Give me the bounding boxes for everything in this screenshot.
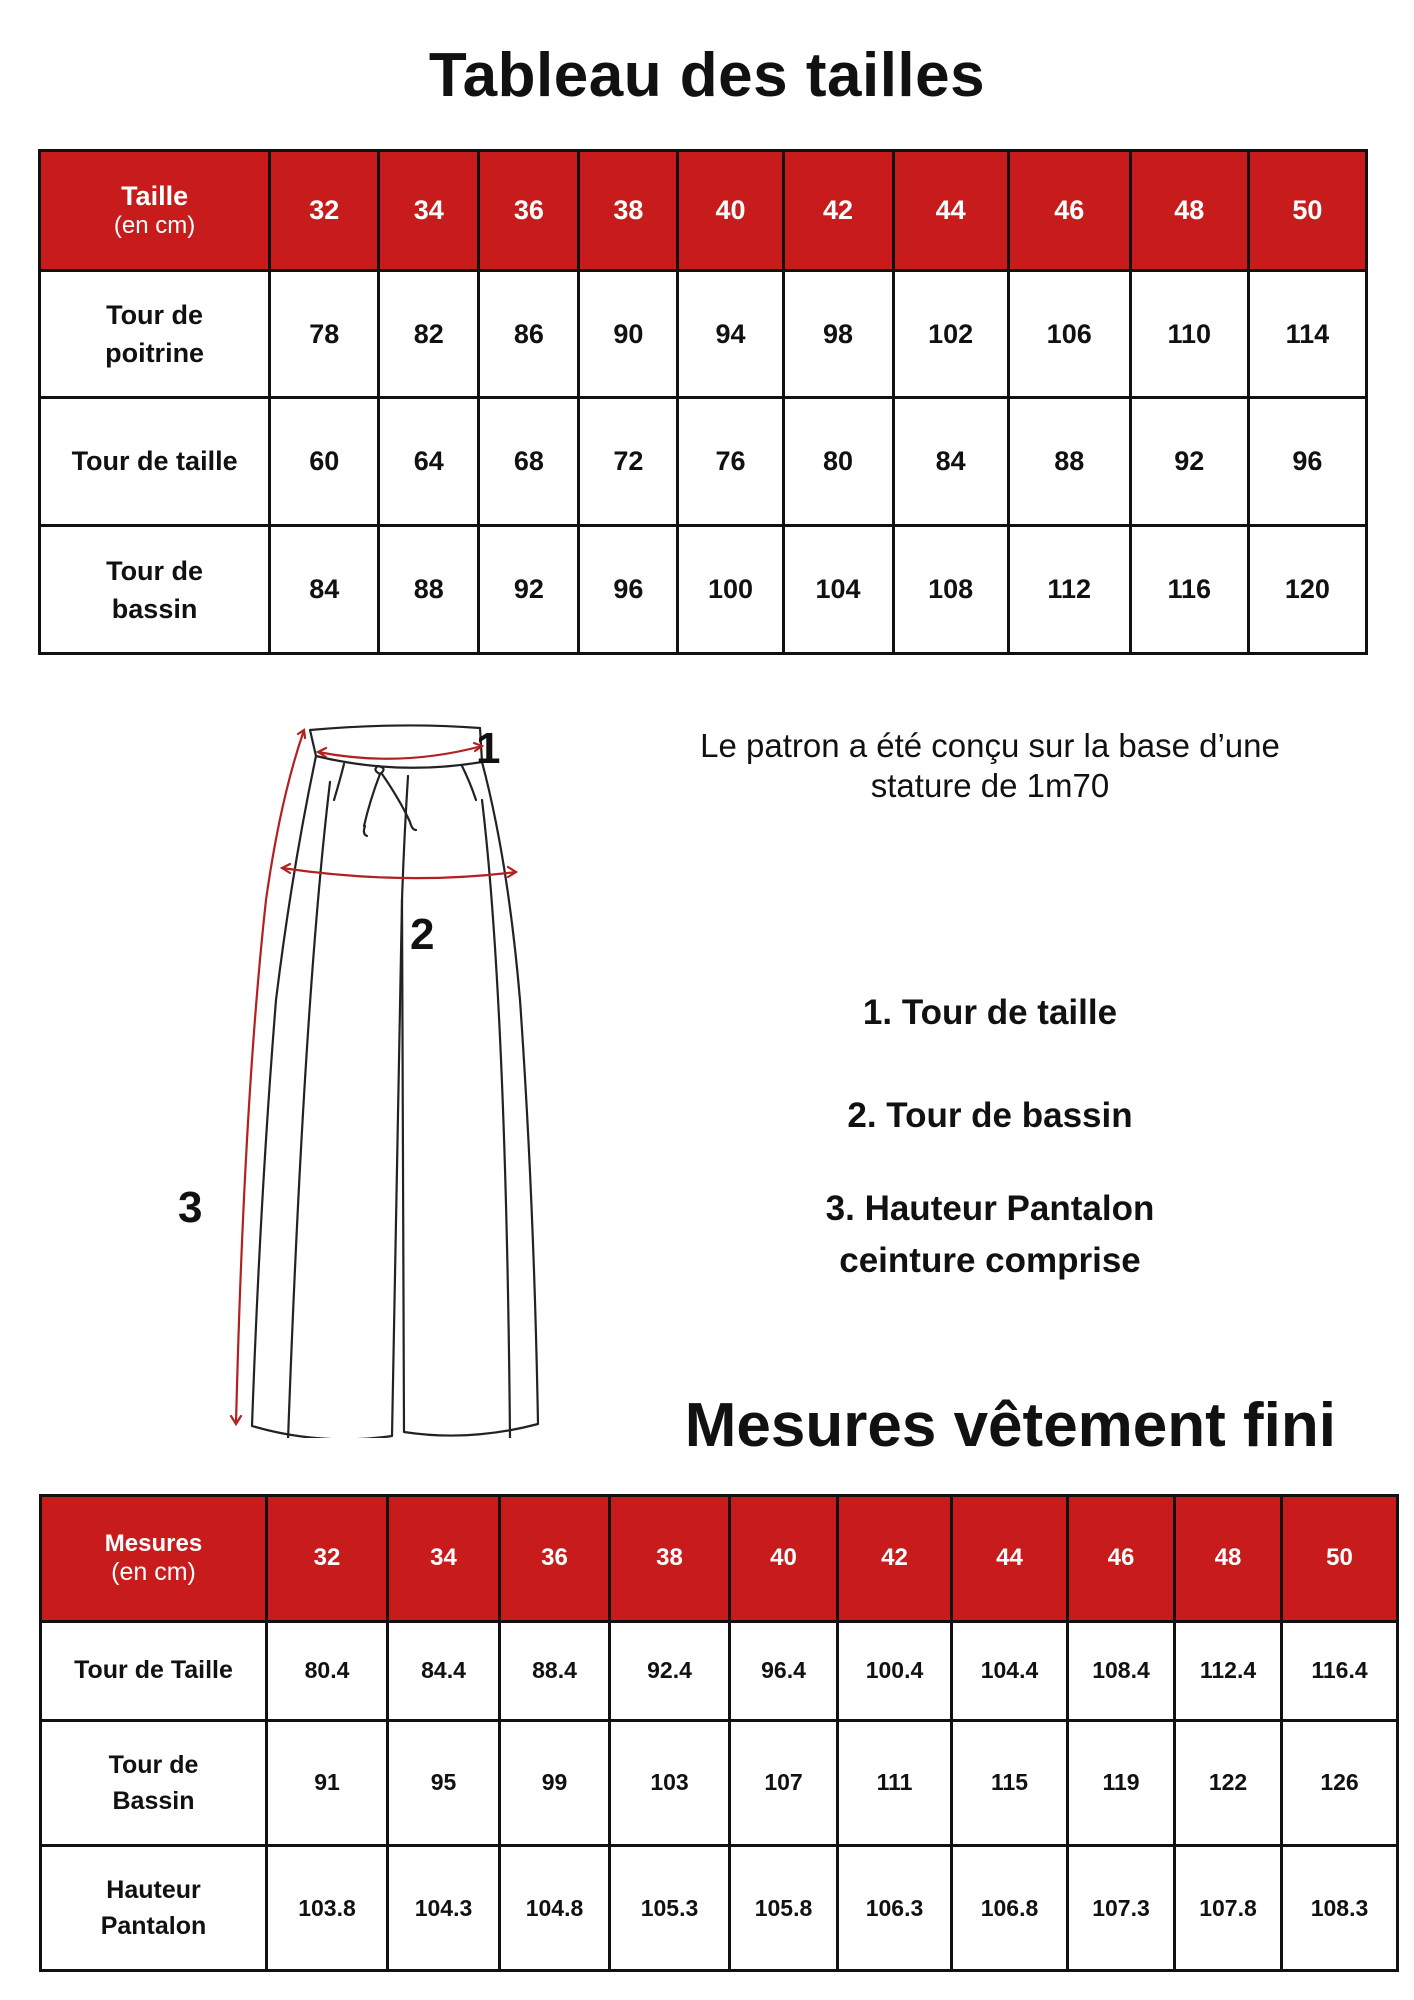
size-chart-cell: 100 (678, 526, 783, 654)
size-chart-cell: 68 (479, 398, 579, 526)
legend-item-hips: 2. Tour de bassin (847, 1096, 1133, 1135)
size-chart-header-row (40, 151, 1367, 271)
finished-chart-cell: 104.3 (388, 1846, 500, 1971)
size-chart-row-waist (40, 398, 1367, 526)
finished-chart-cell: 104.8 (500, 1846, 610, 1971)
measure-marker-1: 1 (476, 724, 501, 773)
size-chart-cell: 114 (1248, 270, 1366, 398)
finished-chart-cell: 96.4 (730, 1621, 838, 1720)
stature-note: Le patron a été conçu sur la base d’une stature de 1m70 (700, 727, 1280, 804)
pants-left-outline (252, 756, 402, 1438)
finished-chart-cell: 84.4 (388, 1621, 500, 1720)
size-chart-row-label: Tour de taille (40, 398, 270, 526)
size-chart-cell: 108 (893, 526, 1008, 654)
pants-pleat-seam (462, 766, 476, 800)
pants-pleat-seam (334, 764, 344, 800)
pants-waistband (310, 725, 482, 767)
finished-chart-cell: 108.3 (1282, 1846, 1398, 1971)
finished-chart-cell: 104.4 (952, 1621, 1068, 1720)
finished-chart-cell: 115 (952, 1720, 1068, 1846)
size-chart-cell: 92 (479, 526, 579, 654)
finished-chart-cell: 112.4 (1175, 1621, 1282, 1720)
size-chart-row-label: Tour de poitrine (40, 270, 270, 398)
finished-chart-cell: 100.4 (838, 1621, 952, 1720)
waist-measure-line (318, 746, 482, 759)
finished-chart-cell: 122 (1175, 1720, 1282, 1846)
size-chart-cell: 120 (1248, 526, 1366, 654)
size-chart-cell: 86 (479, 270, 579, 398)
finished-chart-header-unit: (en cm) (111, 1557, 196, 1586)
finished-chart-size-cell: 42 (838, 1496, 952, 1622)
size-chart-cell: 92 (1130, 398, 1248, 526)
size-chart-size-cell: 48 (1130, 151, 1248, 271)
finished-chart-cell: 80.4 (267, 1621, 388, 1720)
size-chart-cell: 76 (678, 398, 783, 526)
finished-chart-size-cell: 44 (952, 1496, 1068, 1622)
pants-pleat-seam (288, 782, 330, 1438)
finished-chart-cell: 126 (1282, 1720, 1398, 1846)
size-chart-table (38, 149, 1368, 655)
size-chart-cell: 88 (379, 526, 479, 654)
size-chart-size-cell: 42 (783, 151, 893, 271)
finished-chart-size-cell: 38 (610, 1496, 730, 1622)
size-chart-cell: 98 (783, 270, 893, 398)
finished-chart-header-label: Mesures (104, 1529, 203, 1557)
finished-chart-cell: 105.8 (730, 1846, 838, 1971)
size-chart-cell: 64 (379, 398, 479, 526)
size-chart-cell: 80 (783, 398, 893, 526)
finished-chart-cell: 103 (610, 1720, 730, 1846)
hip-measure-line (282, 868, 516, 878)
size-chart-cell: 82 (379, 270, 479, 398)
finished-chart-cell: 119 (1068, 1720, 1175, 1846)
size-chart-cell: 78 (270, 270, 379, 398)
size-chart-cell: 90 (579, 270, 678, 398)
size-chart-row-hips (40, 526, 1367, 654)
finished-chart-cell: 111 (838, 1720, 952, 1846)
size-chart-cell: 102 (893, 270, 1008, 398)
finished-chart-cell: 108.4 (1068, 1621, 1175, 1720)
finished-chart-cell: 88.4 (500, 1621, 610, 1720)
measure-marker-2: 2 (410, 910, 435, 959)
finished-chart-size-cell: 32 (267, 1496, 388, 1622)
pants-crotch-seam (402, 776, 408, 900)
size-chart-size-cell: 32 (270, 151, 379, 271)
size-chart-cell: 88 (1008, 398, 1130, 526)
size-chart-size-cell: 50 (1248, 151, 1366, 271)
legend-item-waist: 1. Tour de taille (862, 993, 1118, 1032)
finished-chart-row-waist (41, 1621, 1398, 1720)
size-chart-cell: 110 (1130, 270, 1248, 398)
finished-chart-title: Mesures vêtement fini (684, 1391, 1336, 1460)
finished-chart-header-cell (41, 1496, 267, 1622)
size-chart-header-unit: (en cm) (113, 211, 196, 239)
size-chart-row-label: Tour de bassin (40, 526, 270, 654)
size-chart-cell: 106 (1008, 270, 1130, 398)
size-chart-cell: 94 (678, 270, 783, 398)
finished-chart-cell: 107 (730, 1720, 838, 1846)
finished-chart-size-cell: 50 (1282, 1496, 1398, 1622)
finished-chart-cell: 103.8 (267, 1846, 388, 1971)
pants-pleat-seam (482, 800, 510, 1438)
size-chart-cell: 72 (579, 398, 678, 526)
size-chart-cell: 96 (579, 526, 678, 654)
finished-chart-cell: 107.3 (1068, 1846, 1175, 1971)
size-chart-cell: 60 (270, 398, 379, 526)
legend-item-height: 3. Hauteur Pantalon ceinture comprise (825, 1189, 1155, 1280)
size-chart-title: Tableau des tailles (428, 41, 986, 110)
measure-marker-3: 3 (178, 1183, 203, 1232)
size-chart-cell: 112 (1008, 526, 1130, 654)
size-chart-cell: 84 (270, 526, 379, 654)
size-chart-cell: 116 (1130, 526, 1248, 654)
finished-chart-row-label: Tour de Taille (41, 1621, 267, 1720)
finished-chart-table (39, 1494, 1399, 1972)
size-chart-cell: 84 (893, 398, 1008, 526)
finished-chart-size-cell: 46 (1068, 1496, 1175, 1622)
finished-chart-cell: 106.3 (838, 1846, 952, 1971)
size-chart-size-cell: 40 (678, 151, 783, 271)
size-chart-header-label: Taille (121, 180, 189, 211)
size-chart-header-cell (40, 151, 270, 271)
size-chart-size-cell: 36 (479, 151, 579, 271)
finished-chart-row-hips (41, 1720, 1398, 1846)
finished-chart-cell: 107.8 (1175, 1846, 1282, 1971)
size-chart-cell: 104 (783, 526, 893, 654)
finished-chart-size-cell: 36 (500, 1496, 610, 1622)
size-chart-size-cell: 46 (1008, 151, 1130, 271)
finished-chart-size-cell: 34 (388, 1496, 500, 1622)
finished-chart-cell: 105.3 (610, 1846, 730, 1971)
finished-chart-cell: 95 (388, 1720, 500, 1846)
size-chart-size-cell: 44 (893, 151, 1008, 271)
pants-right-outline (402, 762, 538, 1436)
size-chart-size-cell: 34 (379, 151, 479, 271)
finished-chart-row-label: Tour de Bassin (41, 1720, 267, 1846)
finished-chart-size-cell: 48 (1175, 1496, 1282, 1622)
finished-chart-row-label: Hauteur Pantalon (41, 1846, 267, 1971)
pants-illustration (170, 718, 570, 1438)
size-chart-cell: 96 (1248, 398, 1366, 526)
size-chart-row-chest (40, 270, 1367, 398)
finished-chart-header-row (41, 1496, 1398, 1622)
finished-chart-cell: 91 (267, 1720, 388, 1846)
finished-chart-cell: 92.4 (610, 1621, 730, 1720)
finished-chart-cell: 116.4 (1282, 1621, 1398, 1720)
finished-chart-cell: 106.8 (952, 1846, 1068, 1971)
finished-chart-size-cell: 40 (730, 1496, 838, 1622)
finished-chart-cell: 99 (500, 1720, 610, 1846)
finished-chart-row-height (41, 1846, 1398, 1971)
size-chart-size-cell: 38 (579, 151, 678, 271)
